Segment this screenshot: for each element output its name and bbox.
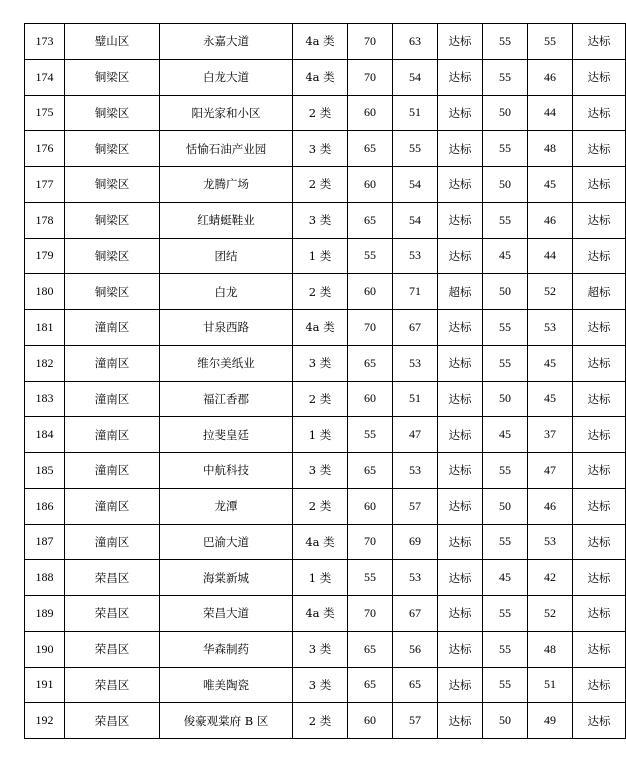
row-index-cell: 176 <box>25 131 65 167</box>
row-index-cell: 178 <box>25 202 65 238</box>
night-status-cell: 达标 <box>573 667 626 703</box>
district-cell: 潼南区 <box>65 453 160 489</box>
night-value-cell: 48 <box>528 631 573 667</box>
night-status-cell: 达标 <box>573 345 626 381</box>
site-name-cell: 龙腾广场 <box>160 167 293 203</box>
night-value-cell: 46 <box>528 59 573 95</box>
row-index-cell: 179 <box>25 238 65 274</box>
night-value-cell: 53 <box>528 524 573 560</box>
night-status-cell: 达标 <box>573 167 626 203</box>
day-value-cell: 53 <box>393 560 438 596</box>
day-limit-cell: 60 <box>348 381 393 417</box>
day-status-cell: 达标 <box>438 238 483 274</box>
day-value-cell: 53 <box>393 345 438 381</box>
zone-class-cell: 3 类 <box>293 131 348 167</box>
table-row <box>25 453 626 489</box>
district-cell: 铜梁区 <box>65 202 160 238</box>
day-limit-cell: 65 <box>348 453 393 489</box>
site-name-cell: 拉斐皇廷 <box>160 417 293 453</box>
night-status-cell: 达标 <box>573 59 626 95</box>
day-value-cell: 51 <box>393 95 438 131</box>
day-value-cell: 47 <box>393 417 438 453</box>
zone-class-cell: 3 类 <box>293 667 348 703</box>
zone-class-cell: 1 类 <box>293 238 348 274</box>
night-value-cell: 45 <box>528 381 573 417</box>
day-value-cell: 55 <box>393 131 438 167</box>
night-status-cell: 达标 <box>573 560 626 596</box>
table-body <box>25 24 626 739</box>
row-index-cell: 177 <box>25 167 65 203</box>
night-status-cell: 达标 <box>573 703 626 739</box>
night-value-cell: 53 <box>528 310 573 346</box>
day-limit-cell: 60 <box>348 95 393 131</box>
district-cell: 铜梁区 <box>65 274 160 310</box>
district-cell: 荣昌区 <box>65 596 160 632</box>
day-value-cell: 71 <box>393 274 438 310</box>
row-index-cell: 173 <box>25 24 65 60</box>
night-limit-cell: 55 <box>483 59 528 95</box>
district-cell: 潼南区 <box>65 524 160 560</box>
district-cell: 潼南区 <box>65 381 160 417</box>
table-row <box>25 345 626 381</box>
night-limit-cell: 50 <box>483 95 528 131</box>
day-limit-cell: 65 <box>348 345 393 381</box>
row-index-cell: 191 <box>25 667 65 703</box>
day-limit-cell: 55 <box>348 238 393 274</box>
day-status-cell: 达标 <box>438 310 483 346</box>
site-name-cell: 华森制药 <box>160 631 293 667</box>
table-row <box>25 631 626 667</box>
zone-class-cell: 2 类 <box>293 167 348 203</box>
day-status-cell: 达标 <box>438 631 483 667</box>
row-index-cell: 175 <box>25 95 65 131</box>
day-limit-cell: 55 <box>348 417 393 453</box>
site-name-cell: 龙潭 <box>160 488 293 524</box>
row-index-cell: 183 <box>25 381 65 417</box>
table-row <box>25 417 626 453</box>
district-cell: 铜梁区 <box>65 95 160 131</box>
district-cell: 潼南区 <box>65 488 160 524</box>
district-cell: 潼南区 <box>65 345 160 381</box>
night-value-cell: 46 <box>528 202 573 238</box>
day-limit-cell: 60 <box>348 274 393 310</box>
day-status-cell: 达标 <box>438 667 483 703</box>
district-cell: 铜梁区 <box>65 167 160 203</box>
table-row <box>25 596 626 632</box>
night-limit-cell: 55 <box>483 345 528 381</box>
day-limit-cell: 65 <box>348 667 393 703</box>
zone-class-cell: 2 类 <box>293 274 348 310</box>
row-index-cell: 187 <box>25 524 65 560</box>
day-limit-cell: 60 <box>348 167 393 203</box>
row-index-cell: 188 <box>25 560 65 596</box>
row-index-cell: 184 <box>25 417 65 453</box>
day-limit-cell: 70 <box>348 24 393 60</box>
day-status-cell: 达标 <box>438 131 483 167</box>
day-value-cell: 67 <box>393 310 438 346</box>
table-row <box>25 703 626 739</box>
table-row <box>25 667 626 703</box>
row-index-cell: 181 <box>25 310 65 346</box>
zone-class-cell: 4a 类 <box>293 596 348 632</box>
zone-class-cell: 3 类 <box>293 631 348 667</box>
night-limit-cell: 55 <box>483 24 528 60</box>
night-value-cell: 51 <box>528 667 573 703</box>
day-value-cell: 54 <box>393 167 438 203</box>
day-limit-cell: 65 <box>348 202 393 238</box>
night-status-cell: 达标 <box>573 453 626 489</box>
day-status-cell: 超标 <box>438 274 483 310</box>
day-status-cell: 达标 <box>438 95 483 131</box>
row-index-cell: 192 <box>25 703 65 739</box>
night-value-cell: 45 <box>528 167 573 203</box>
night-value-cell: 48 <box>528 131 573 167</box>
night-value-cell: 52 <box>528 274 573 310</box>
day-status-cell: 达标 <box>438 560 483 596</box>
site-name-cell: 海棠新城 <box>160 560 293 596</box>
night-limit-cell: 55 <box>483 596 528 632</box>
night-status-cell: 达标 <box>573 381 626 417</box>
day-status-cell: 达标 <box>438 703 483 739</box>
night-status-cell: 达标 <box>573 524 626 560</box>
site-name-cell: 唯美陶瓷 <box>160 667 293 703</box>
night-value-cell: 44 <box>528 238 573 274</box>
night-limit-cell: 55 <box>483 453 528 489</box>
night-limit-cell: 50 <box>483 703 528 739</box>
site-name-cell: 团结 <box>160 238 293 274</box>
district-cell: 铜梁区 <box>65 131 160 167</box>
site-name-cell: 白龙 <box>160 274 293 310</box>
day-status-cell: 达标 <box>438 381 483 417</box>
day-value-cell: 69 <box>393 524 438 560</box>
day-status-cell: 达标 <box>438 488 483 524</box>
district-cell: 荣昌区 <box>65 703 160 739</box>
night-value-cell: 55 <box>528 24 573 60</box>
zone-class-cell: 3 类 <box>293 345 348 381</box>
noise-monitoring-table <box>24 23 626 739</box>
site-name-cell: 阳光家和小区 <box>160 95 293 131</box>
zone-class-cell: 4a 类 <box>293 524 348 560</box>
site-name-cell: 福江香郡 <box>160 381 293 417</box>
day-limit-cell: 70 <box>348 310 393 346</box>
site-name-cell: 恬愉石油产业园 <box>160 131 293 167</box>
district-cell: 潼南区 <box>65 310 160 346</box>
row-index-cell: 180 <box>25 274 65 310</box>
night-status-cell: 达标 <box>573 24 626 60</box>
site-name-cell: 荣昌大道 <box>160 596 293 632</box>
night-status-cell: 达标 <box>573 310 626 346</box>
zone-class-cell: 1 类 <box>293 560 348 596</box>
table-row <box>25 238 626 274</box>
day-status-cell: 达标 <box>438 202 483 238</box>
night-limit-cell: 45 <box>483 238 528 274</box>
day-limit-cell: 65 <box>348 631 393 667</box>
zone-class-cell: 2 类 <box>293 381 348 417</box>
district-cell: 荣昌区 <box>65 631 160 667</box>
day-value-cell: 51 <box>393 381 438 417</box>
district-cell: 荣昌区 <box>65 560 160 596</box>
day-limit-cell: 70 <box>348 524 393 560</box>
table-row <box>25 24 626 60</box>
zone-class-cell: 2 类 <box>293 95 348 131</box>
district-cell: 铜梁区 <box>65 59 160 95</box>
night-limit-cell: 55 <box>483 310 528 346</box>
table-row <box>25 488 626 524</box>
night-value-cell: 49 <box>528 703 573 739</box>
night-limit-cell: 50 <box>483 274 528 310</box>
day-limit-cell: 55 <box>348 560 393 596</box>
night-limit-cell: 50 <box>483 167 528 203</box>
district-cell: 潼南区 <box>65 417 160 453</box>
table-row <box>25 59 626 95</box>
site-name-cell: 白龙大道 <box>160 59 293 95</box>
row-index-cell: 182 <box>25 345 65 381</box>
night-limit-cell: 55 <box>483 202 528 238</box>
zone-class-cell: 3 类 <box>293 453 348 489</box>
site-name-cell: 甘泉西路 <box>160 310 293 346</box>
day-limit-cell: 60 <box>348 703 393 739</box>
night-status-cell: 达标 <box>573 488 626 524</box>
day-value-cell: 54 <box>393 202 438 238</box>
night-status-cell: 达标 <box>573 238 626 274</box>
night-status-cell: 达标 <box>573 417 626 453</box>
row-index-cell: 189 <box>25 596 65 632</box>
site-name-cell: 俊豪观棠府 B 区 <box>160 703 293 739</box>
night-status-cell: 达标 <box>573 596 626 632</box>
site-name-cell: 中航科技 <box>160 453 293 489</box>
site-name-cell: 维尔美纸业 <box>160 345 293 381</box>
night-limit-cell: 45 <box>483 417 528 453</box>
table-row <box>25 131 626 167</box>
day-value-cell: 65 <box>393 667 438 703</box>
day-status-cell: 达标 <box>438 524 483 560</box>
day-value-cell: 57 <box>393 703 438 739</box>
table-row <box>25 381 626 417</box>
day-value-cell: 63 <box>393 24 438 60</box>
district-cell: 荣昌区 <box>65 667 160 703</box>
day-status-cell: 达标 <box>438 417 483 453</box>
table-row <box>25 560 626 596</box>
night-status-cell: 达标 <box>573 631 626 667</box>
night-limit-cell: 55 <box>483 131 528 167</box>
night-limit-cell: 55 <box>483 631 528 667</box>
district-cell: 铜梁区 <box>65 238 160 274</box>
night-value-cell: 44 <box>528 95 573 131</box>
day-limit-cell: 65 <box>348 131 393 167</box>
night-limit-cell: 45 <box>483 560 528 596</box>
night-limit-cell: 50 <box>483 381 528 417</box>
zone-class-cell: 1 类 <box>293 417 348 453</box>
day-limit-cell: 70 <box>348 596 393 632</box>
day-limit-cell: 70 <box>348 59 393 95</box>
night-limit-cell: 50 <box>483 488 528 524</box>
row-index-cell: 186 <box>25 488 65 524</box>
day-value-cell: 67 <box>393 596 438 632</box>
night-status-cell: 达标 <box>573 202 626 238</box>
district-cell: 璧山区 <box>65 24 160 60</box>
day-status-cell: 达标 <box>438 345 483 381</box>
night-value-cell: 47 <box>528 453 573 489</box>
day-status-cell: 达标 <box>438 24 483 60</box>
day-status-cell: 达标 <box>438 596 483 632</box>
row-index-cell: 185 <box>25 453 65 489</box>
day-status-cell: 达标 <box>438 453 483 489</box>
day-limit-cell: 60 <box>348 488 393 524</box>
night-value-cell: 45 <box>528 345 573 381</box>
night-limit-cell: 55 <box>483 524 528 560</box>
row-index-cell: 190 <box>25 631 65 667</box>
table-row <box>25 274 626 310</box>
table-row <box>25 524 626 560</box>
day-value-cell: 54 <box>393 59 438 95</box>
zone-class-cell: 4a 类 <box>293 59 348 95</box>
night-status-cell: 达标 <box>573 131 626 167</box>
site-name-cell: 红蜻蜓鞋业 <box>160 202 293 238</box>
zone-class-cell: 2 类 <box>293 488 348 524</box>
day-value-cell: 53 <box>393 238 438 274</box>
night-value-cell: 37 <box>528 417 573 453</box>
zone-class-cell: 4a 类 <box>293 310 348 346</box>
table-row <box>25 310 626 346</box>
day-value-cell: 53 <box>393 453 438 489</box>
night-status-cell: 超标 <box>573 274 626 310</box>
night-status-cell: 达标 <box>573 95 626 131</box>
day-status-cell: 达标 <box>438 167 483 203</box>
table-row <box>25 95 626 131</box>
site-name-cell: 永嘉大道 <box>160 24 293 60</box>
row-index-cell: 174 <box>25 59 65 95</box>
day-value-cell: 57 <box>393 488 438 524</box>
table-row <box>25 167 626 203</box>
night-limit-cell: 55 <box>483 667 528 703</box>
night-value-cell: 42 <box>528 560 573 596</box>
zone-class-cell: 3 类 <box>293 202 348 238</box>
table-row <box>25 202 626 238</box>
night-value-cell: 52 <box>528 596 573 632</box>
day-status-cell: 达标 <box>438 59 483 95</box>
night-value-cell: 46 <box>528 488 573 524</box>
zone-class-cell: 2 类 <box>293 703 348 739</box>
day-value-cell: 56 <box>393 631 438 667</box>
zone-class-cell: 4a 类 <box>293 24 348 60</box>
site-name-cell: 巴渝大道 <box>160 524 293 560</box>
